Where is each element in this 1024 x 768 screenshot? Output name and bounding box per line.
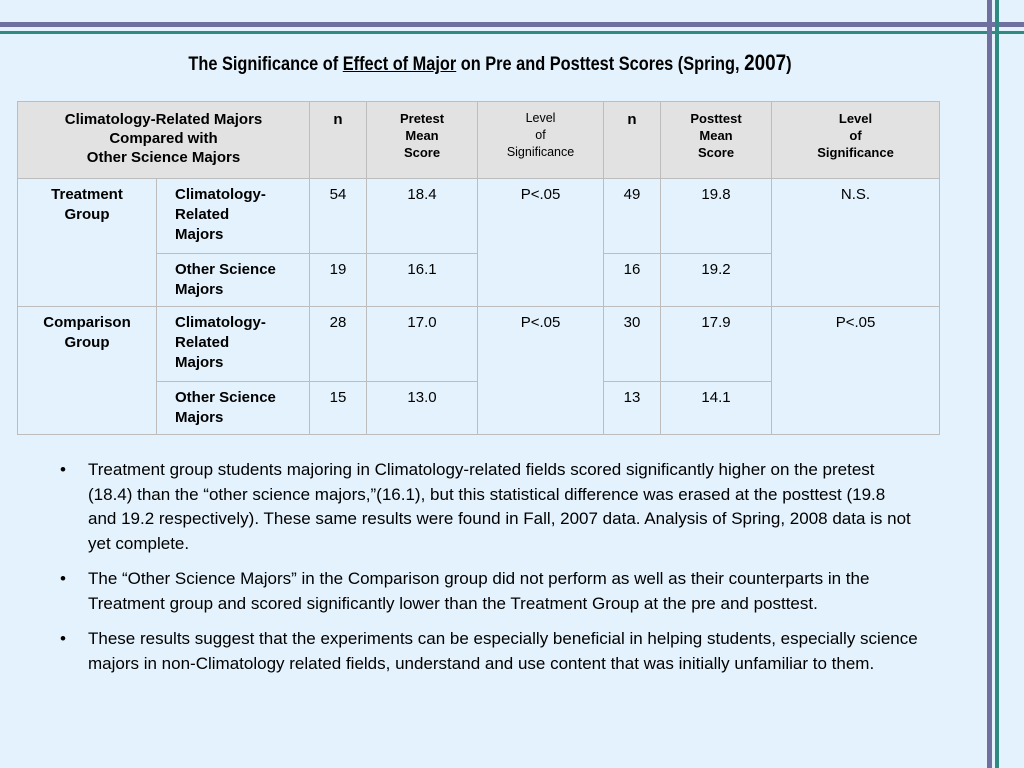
bullet-text: The “Other Science Majors” in the Comparison group did not perform as well as their counterparts in the Treatment group and scored significantly lower than the Treatment Group at the pre and posttest. bbox=[88, 569, 870, 613]
header-group-col: Climatology-Related Majors Compared with Other Science Majors bbox=[18, 102, 310, 179]
posttest-significance-cell: P<.05 bbox=[772, 306, 940, 434]
title-year: 2007 bbox=[744, 50, 787, 75]
n-pretest-cell: 19 bbox=[310, 254, 367, 307]
right-accent-line bbox=[995, 0, 999, 768]
header-n-posttest: n bbox=[604, 102, 661, 179]
pretest-significance-cell: P<.05 bbox=[478, 179, 604, 307]
bullet-text: These results suggest that the experiments can be especially beneficial in helping students, especially science majors in non-Climatology related fields, understand and use content that was initially unfamiliar to them. bbox=[88, 629, 918, 673]
table-row bbox=[18, 179, 940, 254]
n-posttest-cell: 16 bbox=[604, 254, 661, 307]
major-label: Climatology- Related Majors bbox=[157, 306, 310, 381]
slide-title bbox=[69, 50, 912, 76]
major-label: Other Science Majors bbox=[157, 254, 310, 307]
header-pretest-mean: Pretest Mean Score bbox=[367, 102, 478, 179]
table-row bbox=[18, 306, 940, 381]
bullet-marker: • bbox=[60, 569, 66, 588]
title-underlined: Effect of Major bbox=[342, 54, 457, 75]
major-label: Climatology- Related Majors bbox=[157, 179, 310, 254]
right-border-line bbox=[987, 0, 992, 768]
top-accent-line bbox=[0, 31, 1024, 34]
pretest-significance-cell: P<.05 bbox=[478, 306, 604, 434]
header-pretest-significance: Level of Significance bbox=[478, 102, 604, 179]
bullet-marker: • bbox=[60, 460, 66, 479]
list-item bbox=[58, 567, 918, 616]
header-posttest-significance: Level of Significance bbox=[772, 102, 940, 179]
n-pretest-cell: 28 bbox=[310, 306, 367, 381]
list-item bbox=[58, 458, 918, 556]
pretest-mean-cell: 18.4 bbox=[367, 179, 478, 254]
n-posttest-cell: 13 bbox=[604, 382, 661, 435]
top-border-line bbox=[0, 22, 1024, 27]
findings-list bbox=[58, 458, 918, 687]
header-n-pretest: n bbox=[310, 102, 367, 179]
title-suffix: ) bbox=[786, 54, 792, 75]
n-pretest-cell: 54 bbox=[310, 179, 367, 254]
title-middle: on Pre and Posttest Scores (Spring, bbox=[456, 54, 745, 75]
posttest-mean-cell: 19.8 bbox=[661, 179, 772, 254]
list-item bbox=[58, 627, 918, 676]
table-header-row bbox=[18, 102, 940, 179]
bullet-text: Treatment group students majoring in Climatology-related fields scored significantly higher on the pretest (18.4) than the “other science majors,”(16.1), but this statistical difference was erased at the posttest (19.8 and 19.2 respectively). These same results were found in Fall, 2007 data. Analysis of Spring, 2008 data is not yet complete. bbox=[88, 460, 911, 553]
results-table bbox=[17, 101, 940, 435]
posttest-significance-cell: N.S. bbox=[772, 179, 940, 307]
posttest-mean-cell: 14.1 bbox=[661, 382, 772, 435]
header-posttest-mean: Posttest Mean Score bbox=[661, 102, 772, 179]
title-prefix: The Significance of bbox=[188, 54, 343, 75]
major-label: Other Science Majors bbox=[157, 382, 310, 435]
pretest-mean-cell: 16.1 bbox=[367, 254, 478, 307]
n-pretest-cell: 15 bbox=[310, 382, 367, 435]
n-posttest-cell: 30 bbox=[604, 306, 661, 381]
bullet-marker: • bbox=[60, 629, 66, 648]
group-label-treatment: Treatment Group bbox=[18, 179, 157, 307]
pretest-mean-cell: 17.0 bbox=[367, 306, 478, 381]
posttest-mean-cell: 19.2 bbox=[661, 254, 772, 307]
pretest-mean-cell: 13.0 bbox=[367, 382, 478, 435]
group-label-comparison: Comparison Group bbox=[18, 306, 157, 434]
n-posttest-cell: 49 bbox=[604, 179, 661, 254]
posttest-mean-cell: 17.9 bbox=[661, 306, 772, 381]
